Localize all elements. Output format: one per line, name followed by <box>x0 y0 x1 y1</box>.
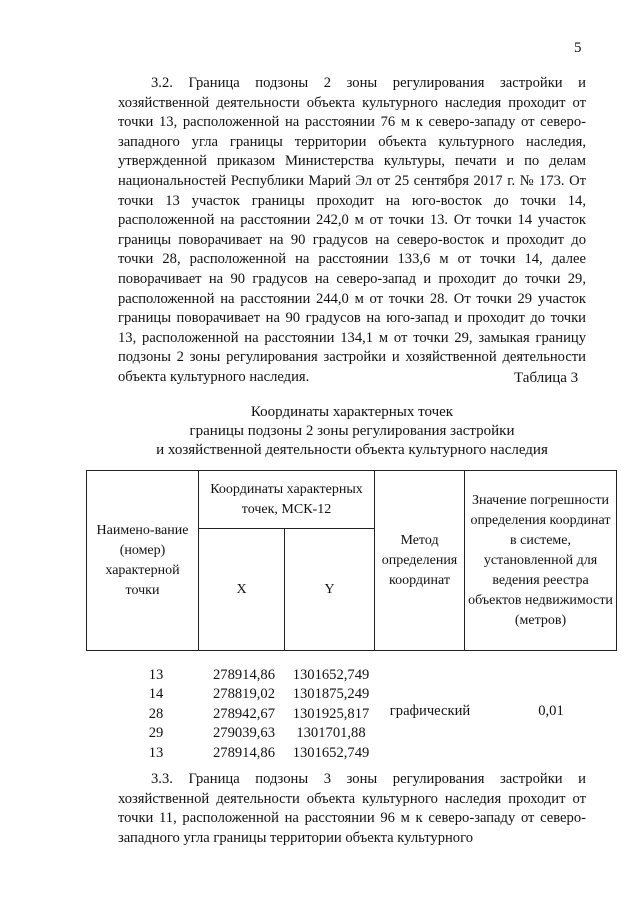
point-number: 14 <box>148 686 164 703</box>
y-coordinate: 1301875,249 <box>292 686 370 703</box>
y-coordinate: 1301925,817 <box>292 705 370 722</box>
coordinates-table-body <box>86 666 616 763</box>
y-coordinate: 1301652,749 <box>292 667 370 683</box>
point-number: 28 <box>148 705 164 722</box>
table-title-line-1: Координаты характерных точек <box>250 404 454 420</box>
x-coordinate: 278914,86 <box>212 667 276 683</box>
table-row <box>86 666 616 685</box>
header-accuracy: Значение погрешности определения координат в системе, установленной для ведения реестра объектов недвижимости (метров) <box>465 471 617 651</box>
coordinates-table-header <box>86 470 617 651</box>
table-label: Таблица 3 <box>514 370 579 386</box>
header-x: X <box>199 529 285 651</box>
method-value: графический <box>389 703 471 719</box>
x-coordinate: 278914,86 <box>212 744 276 761</box>
point-number: 13 <box>148 744 164 761</box>
paragraph-3-3: 3.3. Граница подзоны 3 зоны регулирования застройки и хозяйственной деятельности объекта культурного наследия проходит от точки 11, расположенной на расстоянии 96 м к северо-западу от северо-западного угла границы территории объекта культурного <box>118 771 586 846</box>
table-title-line-3: и хозяйственной деятельности объекта культурного наследия <box>156 442 548 458</box>
point-number: 13 <box>148 667 164 683</box>
accuracy-value: 0,01 <box>538 703 564 719</box>
x-coordinate: 278942,67 <box>212 705 276 722</box>
table-title-line-2: границы подзоны 2 зоны регулирования застройки <box>189 423 515 439</box>
y-coordinate: 1301652,749 <box>292 744 370 761</box>
paragraph-3-2: 3.2. Граница подзоны 2 зоны регулирования застройки и хозяйственной деятельности объекта культурного наследия проходит от точки 13, расположенной на расстоянии 76 м к северо-западу от северо-западного угла границы территории объекта культурного наследия, утвержденной приказом Министерства культуры, печати и по делам национальностей Республики Марий Эл от 25 сентября 2017 г. № 173. От точки 13 участок границы проходит на юго-восток до точки 14, расположенной на расстоянии 242,0 м от точки 13. От точки 14 участок границы поворачивает на 90 градусов на северо-восток и проходит до точки 28, расположенной на расстоянии 133,6 м от точки 14, далее поворачивает на 90 градусов на северо-запад и проходит до точки 29, расположенной на расстоянии 244,0 м от точки 28. От точки 29 участок границы поворачивает на 90 градусов на юго-запад и проходит до точки 13, расположенной на расстоянии 134,1 м от точки 29, замыкая границу подзоны 2 зоны регулирования застройки и хозяйственной деятельности объекта культурного наследия. <box>118 75 586 385</box>
header-coordinates: Координаты характерных точек, МСК-12 <box>199 471 375 529</box>
header-point-name: Наимено-вание (номер) характерной точки <box>87 471 199 651</box>
x-coordinate: 278819,02 <box>212 686 276 703</box>
header-y: Y <box>285 529 375 651</box>
table-row <box>86 744 616 763</box>
x-coordinate: 279039,63 <box>212 725 276 742</box>
y-coordinate: 1301701,88 <box>296 725 366 742</box>
table-row <box>86 724 616 743</box>
table-title <box>118 403 586 460</box>
header-method: Метод определения координат <box>375 471 465 651</box>
point-number: 29 <box>148 725 164 742</box>
page-number: 5 <box>574 40 582 56</box>
